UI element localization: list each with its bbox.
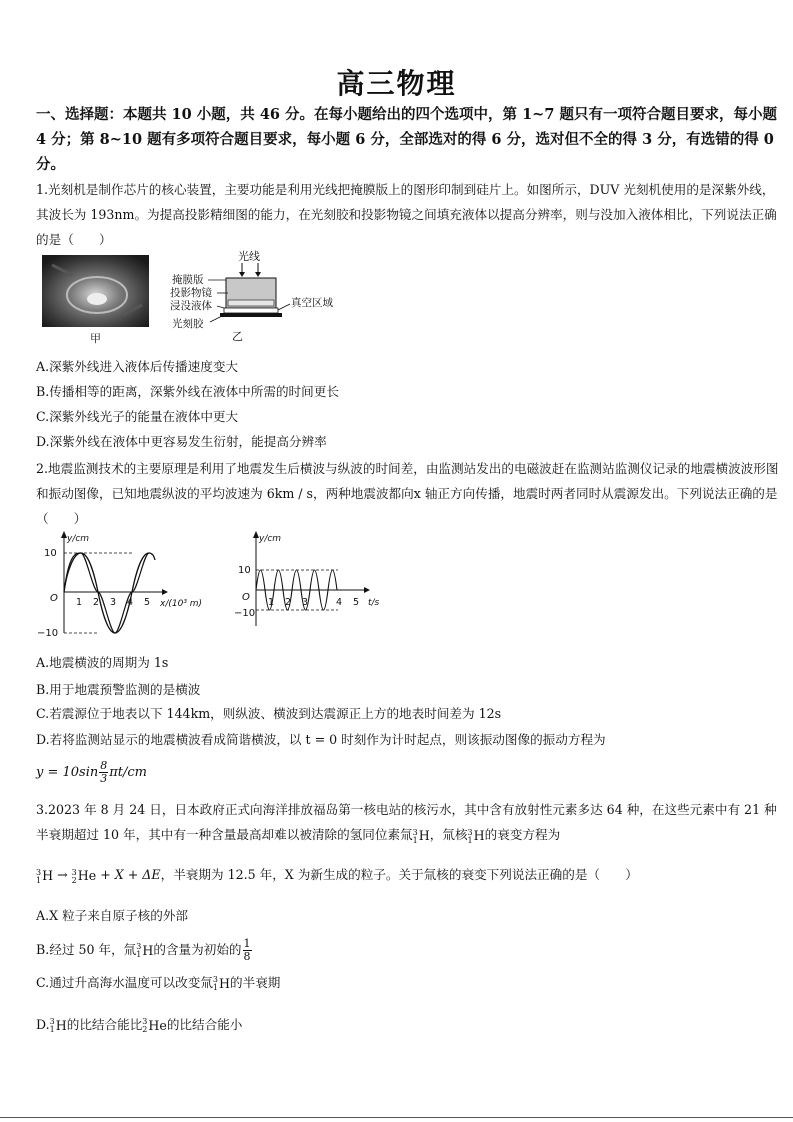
nuclide-he (142, 1016, 167, 1036)
eq-lhs: y = 10sin (36, 765, 99, 780)
nuclide-mass: 3 (71, 867, 77, 877)
g2-xlabel: t/s (368, 598, 380, 608)
g1-xtick-2: 2 (93, 597, 100, 608)
q3-b-post: 的含量为初始的 (153, 942, 242, 957)
q1-figure-photo (42, 255, 149, 327)
g2-origin: O (242, 592, 250, 603)
nuclide-charge: 2 (142, 1025, 148, 1034)
q2-vibration-graph (228, 530, 398, 630)
nuclide-mass: 3 (136, 942, 142, 951)
liquid-label: 浸没液体 (170, 300, 212, 312)
mask-label: 掩膜版 (172, 274, 204, 286)
nuclide-h (213, 974, 230, 994)
nuclide-mass: 3 (212, 975, 219, 984)
q2-stem: 2.地震监测技术的主要原理是利用了地震发生后横波与纵波的时间差，由监测站发出的电磁波赶在监测站监测仪记录的地震横波波形图和振动图像，已知地震纵波的平均波速为 6km / s，两种地震波都向x 轴正方向传播，地震时两者同时从震源发出。下列说法正确的是（ ） (36, 461, 779, 526)
page-bottom-rule (0, 1117, 793, 1118)
g2-xtick-1: 1 (268, 597, 275, 608)
g2-ylabel: y/cm (259, 534, 282, 544)
q1-figure-label-jia: 甲 (90, 332, 101, 345)
nuclide-mass: 3 (467, 827, 473, 837)
nuclide-charge: 1 (412, 835, 418, 845)
g1-origin: O (50, 593, 58, 604)
q3-option-b (36, 938, 253, 963)
g1-xlabel: x/(10³ m) (160, 599, 203, 609)
nuclide-symbol: He (77, 868, 97, 883)
q1-figure-schematic (170, 250, 370, 342)
nuclide-symbol: H (55, 1017, 67, 1033)
g1-xtick-1: 1 (76, 597, 83, 608)
g2-xtick-5: 5 (353, 597, 360, 608)
q3-c-post: 的半衰期 (230, 975, 281, 990)
q3-c-pre: C.通过升高海水温度可以改变氚 (36, 975, 213, 990)
g1-xtick-4: 4 (127, 597, 134, 608)
g2-xtick-4: 4 (336, 597, 343, 608)
q2-option-a: A.地震横波的周期为 1s (36, 655, 169, 670)
vacuum-label: 真空区域 (291, 297, 333, 309)
nuclide-charge: 2 (71, 875, 77, 885)
frac-num: 1 (243, 937, 251, 950)
frac-den: 8 (243, 950, 251, 963)
nuclide-charge: 1 (212, 983, 219, 992)
nuclide-charge: 1 (467, 835, 473, 845)
g2-xtick-2: 2 (285, 597, 292, 608)
nuclide-symbol: H (219, 975, 230, 991)
nuclide-symbol: H (142, 942, 154, 958)
q3-option-d (36, 1015, 242, 1036)
q3-option-a: A.X 粒子来自原子核的外部 (36, 908, 189, 923)
q2-option-c: C.若震源位于地表以下 144km，则纵波、横波到达震源正上方的地表时间差为 12s (36, 706, 502, 721)
q1-option-d: D.深紫外线在液体中更容易发生衍射，能提高分辨率 (36, 434, 327, 449)
nuclide-h (468, 823, 485, 848)
figure-label-yi: 乙 (232, 330, 243, 342)
nuclide-mass: 3 (412, 827, 418, 837)
eq-den: 3 (100, 772, 108, 785)
q3-option-c (36, 973, 280, 994)
nuclide-symbol: H (473, 828, 485, 843)
q1-option-c: C.深紫外线光子的能量在液体中更大 (36, 409, 239, 424)
q3-stem-text: 3.2023 年 8 月 24 日，日本政府正式向海洋排放福岛第一核电站的核污水，其中含有放射性元素多达 64 种，在这些元素中有 21 种半衰期超过 10 年，其中有一种含量最高却难以被清除的氢同位素氚 (36, 802, 777, 842)
q3-d-mid: 的比结合能比 (66, 1017, 143, 1032)
q3-stem-text-2: ，氚核 (429, 827, 468, 842)
g1-ylabel: y/cm (67, 534, 90, 544)
nuclide-charge: 1 (49, 1025, 55, 1034)
g1-xtick-3: 3 (110, 597, 117, 608)
nuclide-mass: 3 (36, 867, 42, 877)
q1-option-b: B.传播相等的距离，深紫外线在液体中所需的时间更长 (36, 384, 339, 399)
q3-d-post: 的比结合能小 (166, 1017, 243, 1032)
nuclide-charge: 1 (136, 950, 142, 959)
nuclide-symbol: He (148, 1017, 167, 1033)
equation-rest: + X + ΔE (100, 867, 161, 882)
q3-d-pre: D. (36, 1017, 50, 1032)
nuclide-h (136, 941, 153, 961)
g2-ytick-10: 10 (238, 565, 251, 576)
nuclide-charge: 1 (36, 875, 42, 885)
q2-equation (36, 760, 147, 785)
q2-wave-graph (36, 530, 226, 642)
g1-xtick-5: 5 (144, 597, 151, 608)
q1-option-a: A.深紫外线进入液体后传播速度变大 (36, 359, 239, 374)
nuclide-h (413, 823, 430, 848)
g2-ytick-neg10: −10 (234, 608, 256, 619)
g1-wave-curve (64, 553, 149, 633)
q3-decay-equation (36, 862, 780, 888)
lens-label: 投影物镜 (170, 287, 212, 299)
nuclide-he (72, 863, 97, 888)
q1-stem: 1.光刻机是制作芯片的核心装置，主要功能是利用光线把掩膜版上的图形印制到硅片上。如图所示，DUV 光刻机使用的是深紫外线，其波长为 193nm。为提高投影精细图的能力，在光刻胶和投影物镜之间填充液体以提高分辨率，则与没加入液体相比，下列说法正确的是（ ） (36, 182, 777, 247)
q2-option-b: B.用于地震预警监测的是横波 (36, 682, 201, 697)
page-title: 高三物理 (336, 67, 457, 100)
g1-ytick-neg10: −10 (37, 628, 59, 639)
nuclide-symbol: H (418, 828, 430, 843)
nuclide-mass: 3 (142, 1017, 148, 1026)
nuclide-h (36, 863, 53, 888)
q3-b-pre: B.经过 50 年，氚 (36, 942, 137, 957)
g2-xtick-3: 3 (302, 597, 309, 608)
nuclide-h (50, 1016, 67, 1036)
arrow: → (57, 867, 68, 882)
eq-num: 8 (100, 759, 108, 772)
eq-rhs: πt/cm (109, 765, 148, 780)
resist-label: 光刻胶 (172, 318, 204, 330)
nuclide-mass: 3 (49, 1017, 55, 1026)
g1-ytick-10: 10 (44, 548, 57, 559)
q3-equation-tail: ，半衰期为 12.5 年，X 为新生成的粒子。关于氚核的衰变下列说法正确的是（ ） (160, 867, 638, 882)
section-heading: 一、选择题：本题共 10 小题，共 46 分。在每小题给出的四个选项中，第 1~7 题只有一项符合题目要求，每小题 4 分；第 8~10 题有多项符合题目要求，每小题 6 分，全部选对的得 6 分，选对但不全的得 3 分，有选错的得 0 分。 (36, 106, 777, 173)
q2-option-d: D.若将监测站显示的地震横波看成简谐横波，以 t = 0 时刻作为计时起点，则该振动图像的振动方程为 (36, 732, 606, 747)
nuclide-symbol: H (42, 868, 54, 883)
q3-stem-text-3: 的衰变方程为 (484, 827, 561, 842)
light-label: 光线 (238, 250, 260, 263)
q3-stem (36, 797, 780, 848)
